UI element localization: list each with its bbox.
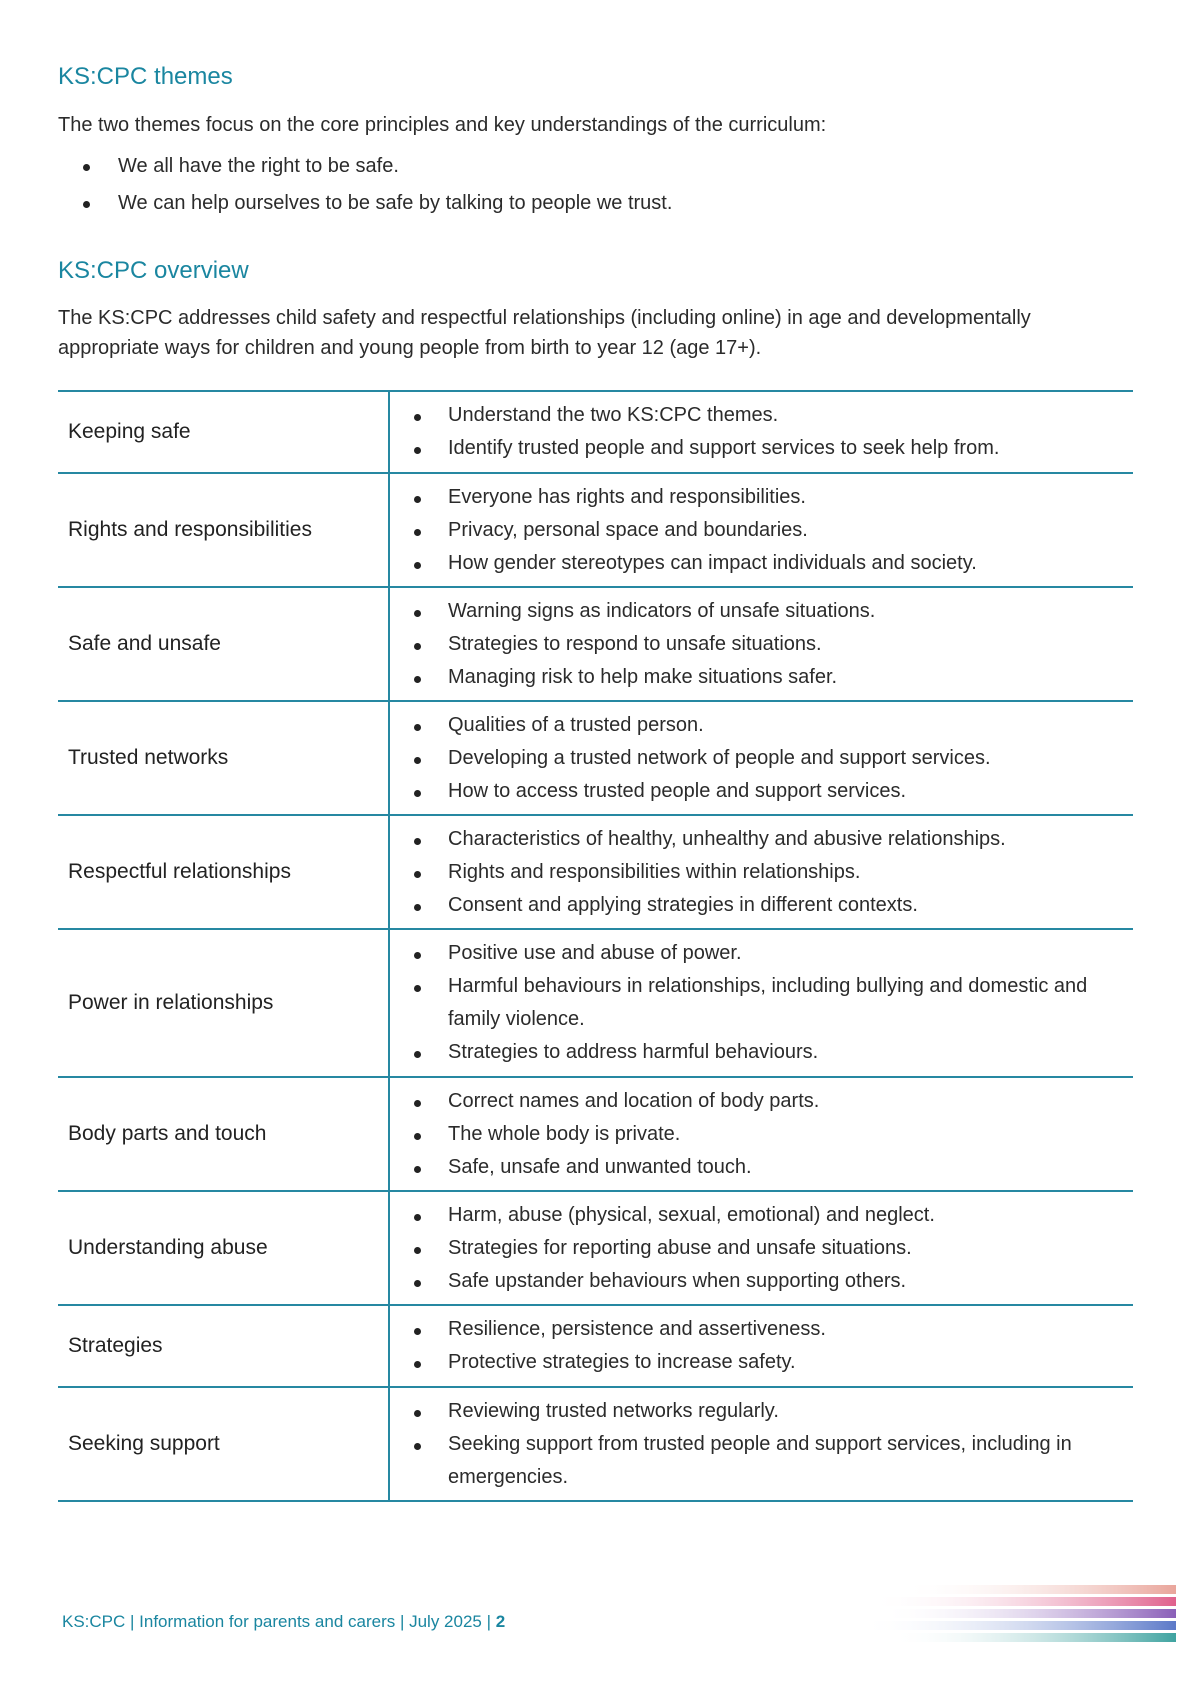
overview-heading: KS:CPC overview: [58, 257, 249, 284]
point-item: Positive use and abuse of power.: [390, 937, 1117, 970]
row-topic: Power in relationships: [58, 929, 389, 1077]
point-item: Consent and applying strategies in different contexts.: [390, 889, 1117, 922]
stripe: [890, 1633, 1176, 1642]
stripe: [860, 1621, 1176, 1630]
overview-row: [58, 391, 1133, 473]
points-list: [390, 399, 1117, 465]
point-item: Safe upstander behaviours when supporting others.: [390, 1265, 1117, 1298]
row-topic: Seeking support: [58, 1387, 389, 1501]
row-topic: Keeping safe: [58, 391, 389, 473]
point-item: Warning signs as indicators of unsafe situations.: [390, 595, 1117, 628]
theme-item: We can help ourselves to be safe by talking to people we trust.: [58, 185, 672, 222]
point-item: Correct names and location of body parts.: [390, 1085, 1117, 1118]
stripe: [900, 1585, 1176, 1594]
overview-row: [58, 815, 1133, 929]
row-points: [389, 929, 1133, 1077]
point-item: Resilience, persistence and assertiveness.: [390, 1313, 1117, 1346]
point-item: Strategies to respond to unsafe situations.: [390, 628, 1117, 661]
overview-row: [58, 473, 1133, 587]
point-item: Seeking support from trusted people and support services, including in emergencies.: [390, 1428, 1117, 1494]
footer-text: KS:CPC | Information for parents and carers | July 2025 |: [62, 1612, 496, 1631]
point-item: Safe, unsafe and unwanted touch.: [390, 1151, 1117, 1184]
row-points: [389, 587, 1133, 701]
point-item: Managing risk to help make situations safer.: [390, 661, 1117, 694]
overview-row: [58, 587, 1133, 701]
points-list: [390, 1199, 1117, 1298]
row-points: [389, 815, 1133, 929]
overview-row: [58, 701, 1133, 815]
point-item: Developing a trusted network of people and support services.: [390, 742, 1117, 775]
row-topic: Body parts and touch: [58, 1077, 389, 1191]
point-item: Reviewing trusted networks regularly.: [390, 1395, 1117, 1428]
point-item: How gender stereotypes can impact individuals and society.: [390, 547, 1117, 580]
theme-item: We all have the right to be safe.: [58, 148, 672, 185]
point-item: Privacy, personal space and boundaries.: [390, 514, 1117, 547]
row-points: [389, 473, 1133, 587]
themes-intro: The two themes focus on the core principles and key understandings of the curriculum:: [58, 114, 827, 136]
overview-table: [58, 390, 1133, 1502]
row-topic: Understanding abuse: [58, 1191, 389, 1305]
points-list: [390, 1395, 1117, 1494]
point-item: Qualities of a trusted person.: [390, 709, 1117, 742]
row-topic: Respectful relationships: [58, 815, 389, 929]
themes-heading: KS:CPC themes: [58, 63, 233, 90]
point-item: Protective strategies to increase safety.: [390, 1346, 1117, 1379]
point-item: Identify trusted people and support services to seek help from.: [390, 432, 1117, 465]
stripe: [870, 1597, 1176, 1606]
row-topic: Strategies: [58, 1305, 389, 1387]
points-list: [390, 937, 1117, 1069]
overview-row: [58, 929, 1133, 1077]
row-points: [389, 391, 1133, 473]
overview-row: [58, 1077, 1133, 1191]
point-item: The whole body is private.: [390, 1118, 1117, 1151]
footer: [62, 1612, 505, 1632]
point-item: Characteristics of healthy, unhealthy and abusive relationships.: [390, 823, 1117, 856]
overview-row: [58, 1305, 1133, 1387]
row-topic: Safe and unsafe: [58, 587, 389, 701]
point-item: Strategies for reporting abuse and unsafe situations.: [390, 1232, 1117, 1265]
points-list: [390, 481, 1117, 580]
themes-list: [58, 148, 672, 222]
points-list: [390, 1085, 1117, 1184]
row-points: [389, 1305, 1133, 1387]
points-list: [390, 1313, 1117, 1379]
point-item: Rights and responsibilities within relationships.: [390, 856, 1117, 889]
row-points: [389, 701, 1133, 815]
page-number: 2: [495, 1612, 506, 1631]
point-item: Strategies to address harmful behaviours.: [390, 1036, 1117, 1069]
point-item: Harm, abuse (physical, sexual, emotional) and neglect.: [390, 1199, 1117, 1232]
row-points: [389, 1387, 1133, 1501]
overview-row: [58, 1387, 1133, 1501]
points-list: [390, 595, 1117, 694]
point-item: How to access trusted people and support services.: [390, 775, 1117, 808]
row-topic: Rights and responsibilities: [58, 473, 389, 587]
overview-row: [58, 1191, 1133, 1305]
row-points: [389, 1077, 1133, 1191]
point-item: Harmful behaviours in relationships, including bullying and domestic and family violence.: [390, 970, 1117, 1036]
point-item: Understand the two KS:CPC themes.: [390, 399, 1117, 432]
decorative-stripes: [860, 1583, 1176, 1643]
points-list: [390, 709, 1117, 808]
overview-intro: The KS:CPC addresses child safety and respectful relationships (including online) in age and developmentally appropriate ways for children and young people from birth to year 12 (age 17+).: [58, 307, 1031, 359]
stripe: [880, 1609, 1176, 1618]
point-item: Everyone has rights and responsibilities.: [390, 481, 1117, 514]
row-points: [389, 1191, 1133, 1305]
row-topic: Trusted networks: [58, 701, 389, 815]
points-list: [390, 823, 1117, 922]
